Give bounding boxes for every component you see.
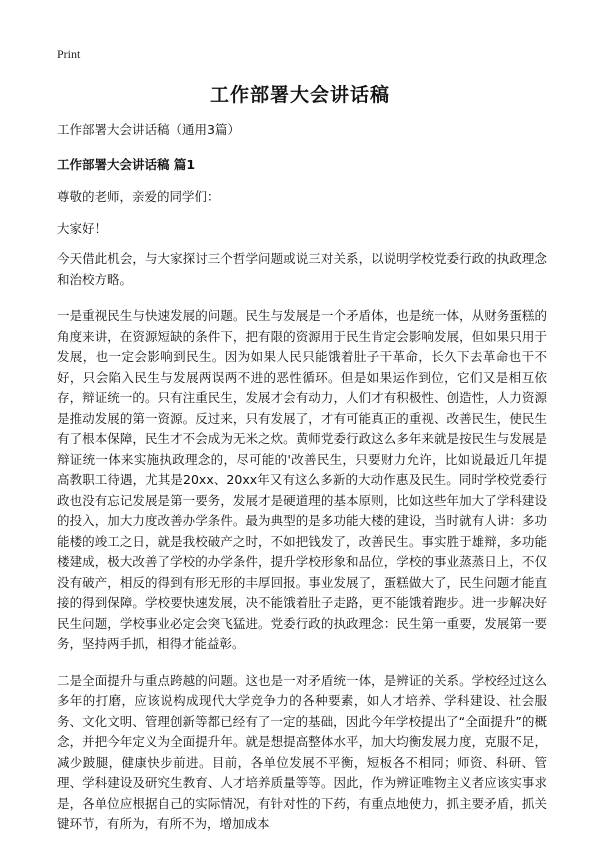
document-body (57, 120, 547, 851)
document-subtitle: 工作部署大会讲话稿（通用3篇） (57, 122, 240, 137)
document-title: 工作部署大会讲话稿 (209, 84, 390, 106)
paragraph-intro: 今天借此机会，与大家探讨三个哲学问题或说三对关系，以说明学校党委行政的执政理念和治校方略。 (57, 251, 547, 287)
section-heading: 工作部署大会讲话稿 篇1 (57, 157, 196, 172)
print-label: Print (57, 47, 81, 61)
salutation: 尊敬的老师，亲爱的同学们： (57, 189, 220, 204)
greeting: 大家好！ (57, 221, 108, 236)
paragraph-livelihood-development: 一是重视民生与快速发展的问题。民生与发展是一个矛盾体，也是统一体，从财务蛋糕的角度来讲，在资源短缺的条件下，把有限的资源用于民生肯定会影响发展，但如果只用于发展，也一定会影响到民生。因为如果人民只能饿着肚子干革命，长久下去革命也干不好，只会陷入民生与发展两误两不进的恶性循环。但是如果运作到位，它们又是相互依存，辩证统一的。只有注重民生，发展才会有动力，人们才有积极性、创造性，人力资源是推动发展的第一资源。反过来，只有发展了，才有可能真正的重视、改善民生，使民生有了根本保障，民生才不会成为无米之炊。黄师党委行政这么多年来就是按民生与发展是辩证统一体来实施执政理念的，尽可能的'改善民生，只要财力允许，比如说最近几年提高教职工待遇，尤其是20xx、20xx年又有这么多新的大动作惠及民生。同时学校党委行政也没有忘记发展是第一要务，发展才是硬道理的基本原则，比如这些年加大了学科建设的投入，加大力度改善办学条件。最为典型的是多功能大楼的建设，当时就有人讲：多功能楼的竣工之日，就是我校破产之时，不如把钱发了，改善民生。事实胜于雄辩，多功能楼建成，极大改善了学校的办学条件，提升学校形象和品位，学校的事业蒸蒸日上，不仅没有破产，相反的得到有形无形的丰厚回报。事业发展了，蛋糕做大了，民生问题才能直接的得到保障。学校要快速发展，决不能饿着肚子走路，更不能饿着跑步。进一步解决好民生问题，学校事业必定会突飞猛进。党委行政的执政理念：民生第一重要，发展第一要务，坚持两手抓，相得才能益彰。 (57, 308, 547, 651)
paragraph-overall-improvement: 二是全面提升与重点跨越的问题。这也是一对矛盾统一体，是辨证的关系。学校经过这么多年的打磨，应该说构成现代大学竞争力的各种要素，如人才培养、学科建设、社会服务、文化文明、管理创新等都已经有了一定的基础，因此今年学校提出了“全面提升”的概念，并把今年定义为全面提升年。就是想提高整体水平，加大均衡发展力度，克服不足，减少跛腿，健康快步前进。目前，各单位发展不平衡，短板各不相同；师资、科研、管理、学科建设及研究生教育、人才培养质量等等。因此，作为辨证唯物主义者应该实事求是，各单位应根据自己的实际情况，有针对性的下药，有重点地使力，抓主要矛盾，抓关键环节，有所为，有所不为，增加成本 (57, 672, 547, 831)
